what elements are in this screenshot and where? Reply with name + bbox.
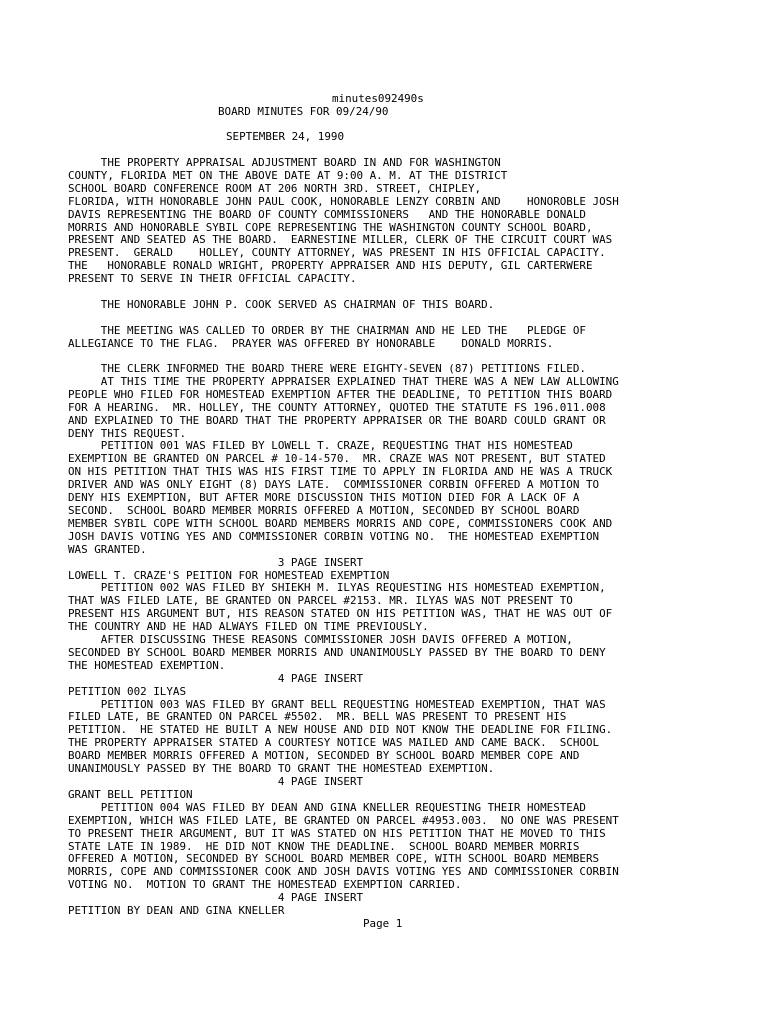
meeting-date: SEPTEMBER 24, 1990 — [226, 130, 345, 143]
page-number: Page 1 — [363, 917, 403, 930]
document-subtitle: BOARD MINUTES FOR 09/24/90 — [218, 105, 389, 118]
document-title: minutes092490s — [332, 92, 424, 105]
chairman-paragraph: THE HONORABLE JOHN P. COOK SERVED AS CHAIRMAN OF THIS BOARD. — [68, 298, 495, 311]
call-to-order-paragraph: THE MEETING WAS CALLED TO ORDER BY THE CHAIRMAN AND HE LED THE PLEDGE OF ALLEGIANCE TO THE FLAG. PRAYER WAS OFFERED BY HONORABLE DONALD MORRIS. — [68, 324, 586, 350]
opening-paragraph: THE PROPERTY APPRAISAL ADJUSTMENT BOARD IN AND FOR WASHINGTON COUNTY, FLORIDA MET ON THE ABOVE DATE AT 9:00 A. M. AT THE DISTRICT SCHOOL BOARD CONFERENCE ROOM AT 206 NORTH 3RD. STREET, CHIPLEY, FLORIDA, WITH HONORABLE JOHN PAUL COOK, HONORABLE LENZY CORBIN AND HONOROBLE JOSH DAVIS REPRESENTING THE BOARD OF COUNTY COMMISSIONERS AND THE HONORABLE DONALD MORRIS AND HONORABLE SYBIL COPE REPRESENTING THE WASHINGTON COUNTY SCHOOL BOARD, PRESENT AND SEATED AS THE BOARD. EARNESTINE MILLER, CLERK OF THE CIRCUIT COURT WAS PRESENT. GERALD HOLLEY, COUNTY ATTORNEY, WAS PRESENT IN HIS OFFICIAL CAPACITY. THE HONORABLE RONALD WRIGHT, PROPERTY APPRAISER AND HIS DEPUTY, GIL CARTERWERE PRESENT TO SERVE IN THEIR OFFICIAL CAPACITY. — [68, 156, 619, 286]
petitions-section: THE CLERK INFORMED THE BOARD THERE WERE EIGHTY-SEVEN (87) PETITIONS FILED. AT THIS TIME THE PROPERTY APPRAISER EXPLAINED THAT THERE WAS A NEW LAW ALLOWING PEOPLE WHO FILED FOR HOMESTEAD EXEMPTION AFTER THE DEADLINE, TO PETITION THIS BOARD FOR A HEARING. MR. HOLLEY, THE COUNTY ATTORNEY, QUOTED THE STATUTE FS 196.011.008 AND EXPLAINED TO THE BOARD THAT THE PROPERTY APPRAISER OR THE BOARD COULD GRANT OR DENY THIS REQUEST. PETITION 001 WAS FILED BY LOWELL T. CRAZE, REQUESTING THAT HIS HOMESTEAD EXEMPTION BE GRANTED ON PARCEL # 10-14-570. MR. CRAZE WAS NOT PRESENT, BUT STATED ON HIS PETITION THAT THIS WAS HIS FIRST TIME TO APPLY IN FLORIDA AND HE WAS A TRUCK DRIVER AND WAS ONLY EIGHT (8) DAYS LATE. COMMISSIONER CORBIN OFFERED A MOTION TO DENY HIS EXEMPTION, BUT AFTER MORE DISCUSSION THIS MOTION DIED FOR A LACK OF A SECOND. SCHOOL BOARD MEMBER MORRIS OFFERED A MOTION, SECONDED BY SCHOOL BOARD MEMBER SYBIL COPE WITH SCHOOL BOARD MEMBERS MORRIS AND COPE, COMMISSIONERS COOK AND JOSH DAVIS VOTING YES AND COMMISSIONER CORBIN VOTING NO. THE HOMESTEAD EXEMPTION WAS GRANTED. 3 PAGE INSERT LOWELL T. CRAZE'S PEITION FOR HOMESTEAD EXEMPTION PETITION 002 WAS FILED BY SHIEKH M. ILYAS REQUESTING HIS HOMESTEAD EXEMPTION, THAT WAS FILED LATE, BE GRANTED ON PARCEL #2153. MR. ILYAS WAS NOT PRESENT TO PRESENT HIS ARGUMENT BUT, HIS REASON STATED ON HIS PETITION WAS, THAT HE WAS OUT OF THE COUNTRY AND HE HAD ALWAYS FILED ON TIME PREVIOUSLY. AFTER DISCUSSING THESE REASONS COMMISSIONER JOSH DAVIS OFFERED A MOTION, SECONDED BY SCHOOL BOARD MEMBER MORRIS AND UNANIMOUSLY PASSED BY THE BOARD TO DENY THE HOMESTEAD EXEMPTION. 4 PAGE INSERT PETITION 002 ILYAS PETITION 003 WAS FILED BY GRANT BELL REQUESTING HOMESTEAD EXEMPTION, THAT WAS FILED LATE, BE GRANTED ON PARCEL #5502. MR. BELL WAS PRESENT TO PRESENT HIS PETITION. HE STATED HE BUILT A NEW HOUSE AND DID NOT KNOW THE DEADLINE FOR FILING. THE PROPERTY APPRAISER STATED A COURTESY NOTICE WAS MAILED AND CAME BACK. SCHOOL BOARD MEMBER MORRIS OFFERED A MOTION, SECONDED BY SCHOOL BOARD MEMBER COPE AND UNANIMOUSLY PASSED BY THE BOARD TO GRANT THE HOMESTEAD EXEMPTION. 4 PAGE INSERT GRANT BELL PETITION PETITION 004 WAS FILED BY DEAN AND GINA KNELLER REQUESTING THEIR HOMESTEAD EXEMPTION, WHICH WAS FILED LATE, BE GRANTED ON PARCEL #4953.003. NO ONE WAS PRESENT TO PRESENT THEIR ARGUMENT, BUT IT WAS STATED ON HIS PETITION THAT HE MOVED TO THIS STATE LATE IN 1989. HE DID NOT KNOW THE DEADLINE. SCHOOL BOARD MEMBER MORRIS OFFERED A MOTION, SECONDED BY SCHOOL BOARD MEMBER COPE, WITH SCHOOL BOARD MEMBERS MORRIS, COPE AND COMMISSIONER COOK AND JOSH DAVIS VOTING YES AND COMMISSIONER CORBIN VOTING NO. MOTION TO GRANT THE HOMESTEAD EXEMPTION CARRIED. 4 PAGE INSERT PETITION BY DEAN AND GINA KNELLER — [68, 362, 619, 918]
